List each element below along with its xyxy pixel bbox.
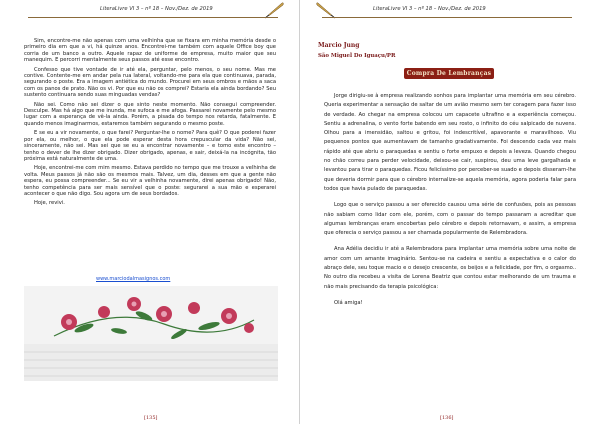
page-header: LiteraLivre VI 3 – nº 18 – Nov./Dez. de 2019 bbox=[100, 6, 213, 12]
paragraph: Ana Adélia decidiu ir até a Relembradora para implantar uma memória sobre uma noite de amor com um amante imaginário. Sentou-se na cadeira e sentiu a expectativa e o calor do abraço dele, seu toque macio e o desejo crescente, os beijos e a felicidade, por fim, o orgasmo.. No outro dia recebeu a visita de Lorena Beatriz que contou estar melhorando de um trauma e não mais precisando da terapia psicológica: bbox=[324, 246, 576, 290]
website-link[interactable]: www.marciodalmasignos.com bbox=[96, 276, 171, 282]
right-page bbox=[300, 0, 600, 424]
article-body bbox=[24, 38, 276, 210]
page-number: [136] bbox=[440, 415, 454, 421]
page-number: [135] bbox=[144, 415, 158, 421]
author-name: Marcio Jung bbox=[318, 42, 360, 49]
paragraph: Olá amiga! bbox=[334, 299, 363, 306]
paragraph: Jorge dirigiu-se à empresa realizando sonhos para implantar uma memória em seu cérebro. Queria experimentar a sensação de saltar de um avião mesmo sem ter coragem para fazer isso de verdade. Ao chegar na empresa colocou um capacete ultrafino e a experiência começou. Sentiu a adrenalina, o vento forte batendo em seu rosto, o infinito do céu salpicado de nuvens. Olhou para a imensidão, saltou e gritou, foi indescritível, apavorante e maravilhoso. Viu pequenos pontos que aumentavam de tamanho gradativamente. Foi descendo cada vez mais rápido até que abriu o paraquedas e sentiu o forte empuxo e depois a leveza. Quando chegou no chão correu para perder velocidade, deixou-se cair, suspirou, deu uma leve gargalhada e levantou para tirar o paraquedas. Ficou felicíssimo por perceber-se suado e depois disseram-lhe que deveria dormir para que o cérebro internalize-se aquela memória, agora poderia falar para todos que havia pulado de paraquedas. bbox=[324, 93, 576, 192]
header-divider bbox=[322, 17, 572, 18]
paragraph: Confesso que tive vontade de ir até ela, perguntar, pelo menos, o seu nome. Mas me contive. Contente-me em andar pela rua lateral, voltando-me para ela que continuava, parada, segurando o poste. Era a imagem antiética do mundo. Procurei em seus ombros e mãos a saca com os panos de prato. Não os vi. Por que eu não os comprei? Estaria ela ainda bordando? Seu sustento continuara sendo suas minguadas vendas? bbox=[24, 66, 276, 99]
paragraph: Sim, encontre-me não apenas com uma velhinha que se fixara em minha memória desde o primeiro dia em que a vi, há quinze anos. Encontrei-me também com aquele Office boy que corria de um banco a outro. Aquele rapaz de uniforme de empresa, muito maior que seu manequim. E percorri mentalmente seus passos até esse encontro. bbox=[24, 38, 276, 64]
embroidered-towel-image bbox=[24, 286, 278, 381]
paragraph: Hoje, encontrei-me com mim mesmo. Estava perdido no tempo que me trouxe a velhinha de volta. Meus passos já não são os mesmos mais. Talvez, um dia, desses em que a gente não espera, eu possa compreender... Se eu vir a velhinha novamente, direi apenas obrigado! Não, tenho competência para ser mais sensível que o poste: segurarei a sua mão e esperarei acontecer o que não digo. Sou agora um de seus bordados. bbox=[24, 165, 276, 197]
header-divider bbox=[28, 17, 278, 18]
paragraph: Não sei. Como não sei dizer o que sinto neste momento. Não consegui compreender. Desculpe. Mas há algo que me inunda, me sufoca e me afoga. Passarei novamente pelo mesmo lugar com a esperança de vê-la ainda. Porém, a pisada do tempo nos retarda, fatalmente. E quando menos imaginarmos, estaremos também segurando o mesmo poste. bbox=[24, 101, 276, 127]
paragraph: Logo que o serviço passou a ser oferecido causou uma série de confusões, pois as pessoas não sabiam como lidar com ele, porém, com o passar do tempo passaram a acreditar que algumas lembranças eram encobertas pelo cérebro e depois retornavam, e assim, a empresa que oferecia o serviço passou a ser chamada popularmente de Relembradora. bbox=[324, 202, 576, 237]
paragraph: E se eu a vir novamente, o que farei? Perguntar-lhe o nome? Para quê? O que poderei fazer por ela, ou melhor, o que ela pode esperar desta hora crepuscular da vida? Não sei, sinceramente, não sei. Mas sei que se eu a encontrar novamente – e tomo este encontro – tenho o dever de lhe dizer obrigado. Dizer obrigado, apenas, e sair, deixá-la na incógnita, tão próxima está naturalmente de uma. bbox=[24, 130, 276, 162]
page-header: LiteraLivre VI 3 – nº 18 – Nov./Dez. de 2019 bbox=[373, 6, 486, 12]
article-body bbox=[324, 92, 576, 315]
paragraph: Hoje, revivi. bbox=[34, 200, 65, 207]
article-title: Compra De Lembranças bbox=[404, 68, 494, 79]
author-location: São Miguel Do Iguaçu/PR bbox=[318, 53, 396, 59]
